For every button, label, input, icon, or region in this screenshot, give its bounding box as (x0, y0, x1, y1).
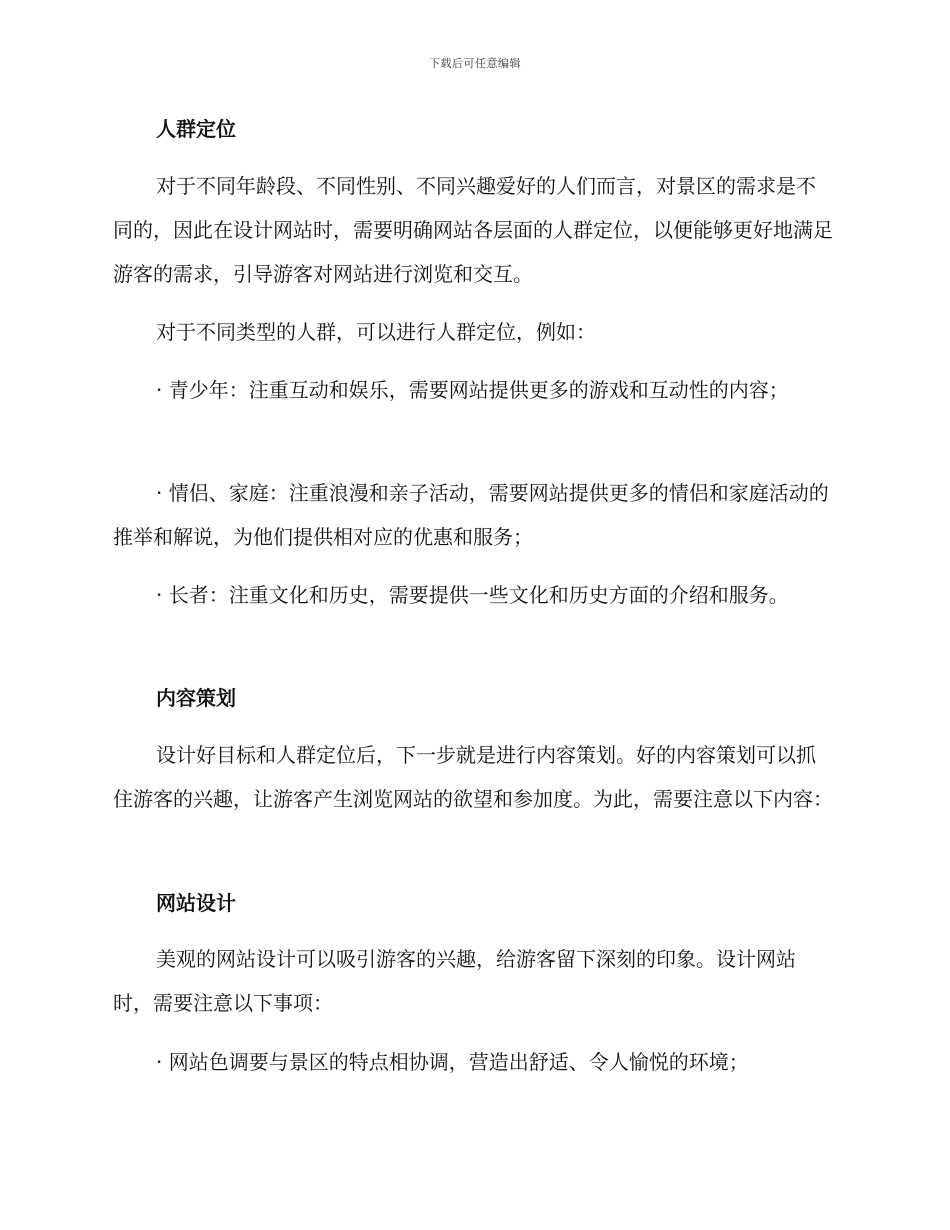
section-heading-crowd-positioning: 人群定位 (156, 117, 236, 141)
bullet-couples-families: · 情侣、家庭：注重浪漫和亲子活动，需要网站提供更多的情侣和家庭活动的推举和解说，为他们提供相对应的优惠和服务； (113, 481, 829, 549)
section-heading-content-planning: 内容策划 (156, 686, 236, 710)
page-header-note: 下载后可任意编辑 (429, 57, 521, 70)
paragraph-crowd-types: 对于不同类型的人群，可以进行人群定位，例如： (156, 320, 596, 344)
bullet-teenagers: · 青少年：注重互动和娱乐，需要网站提供更多的游戏和互动性的内容； (156, 378, 789, 402)
bullet-elders: · 长者：注重文化和历史，需要提供一些文化和历史方面的介绍和服务。 (156, 583, 789, 607)
paragraph-crowd-intro: 对于不同年龄段、不同性别、不同兴趣爱好的人们而言，对景区的需求是不同的，因此在设计网站时，需要明确网站各层面的人群定位，以便能够更好地满足游客的需求，引导游客对网站进行浏览和交互。 (113, 174, 833, 286)
bullet-color-tone: · 网站色调要与景区的特点相协调，营造出舒适、令人愉悦的环境； (156, 1050, 749, 1074)
section-heading-website-design: 网站设计 (156, 891, 236, 915)
paragraph-content-planning: 设计好目标和人群定位后，下一步就是进行内容策划。好的内容策划可以抓住游客的兴趣，让游客产生浏览网站的欲望和参加度。为此，需要注意以下内容： (113, 743, 833, 811)
paragraph-website-design: 美观的网站设计可以吸引游客的兴趣，给游客留下深刻的印象。设计网站时，需要注意以下事项： (113, 947, 796, 1015)
